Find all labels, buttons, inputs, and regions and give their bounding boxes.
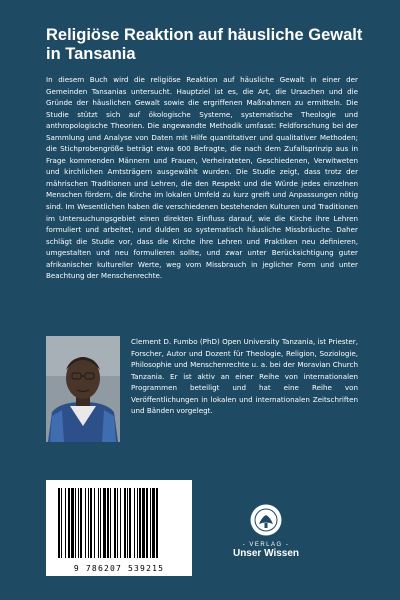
book-title: Religiöse Reaktion auf häusliche Gewalt in Tansania <box>46 26 363 63</box>
isbn-number: 9 786207 539215 <box>73 564 165 573</box>
barcode-bars <box>46 480 192 562</box>
author-portrait-image <box>46 336 120 442</box>
author-photo <box>46 336 120 442</box>
publisher-logo <box>224 503 308 563</box>
book-description: In diesem Buch wird die religiöse Reaktion auf häusliche Gewalt in einer der Gemeinden Tansanias untersucht. Hauptziel ist es, die Art, die Ursachen und die Gründe der häuslichen Gewalt sowie die ergriffenen Maßnahmen zu ermitteln. Die Studie stützt sich auf ökologische Systeme, systematische Theologie und anthropologische Theorien. Die angewandte Methodik umfasst: Feldforschung bei der Sammlung und Analyse von Daten mit Hilfe quantitativer und qualitativer Methoden; die Stichprobengröße beträgt etwa 600 Befragte, die nach dem Zufallsprinzip aus in Frage kommenden Männern und Frauen, Verheirateten, Geschiedenen, Verwitweten und kirchlichen Amtsträgern ausgewählt wurden. Die Studie zeigt, dass trotz der mährischen Traditionen und Lehren, die den Respekt und die Würde jedes einzelnen Menschen fördern, die Kirche im lokalen Umfeld zu kurz greift und Anpassungen nötig sind. Im Wesentlichen haben die verschiedenen bestehenden Kulturen und Traditionen im Untersuchungsgebiet einen direkten Einfluss darauf, wie die Kirche ihre Lehren formuliert und arbeitet, und dulden so systematisch häusliche Missbräuche. Daher schlägt die Studie vor, dass die Kirche ihre Lehren und Praktiken neu definieren, umgestalten und neu formulieren sollte, und zwar unter Berücksichtigung guter afrikanischer kultureller Werte, weg vom Missbrauch in jeglicher Form und unter Beachtung der Menschenrechte. <box>46 75 358 281</box>
author-bio: Clement D. Fumbo (PhD) Open University Tanzania, ist Priester, Forscher, Autor und Dozent für Theologie, Religion, Soziologie, Philosophie und Menschenrechte u. a. bei der Moravian Church Tanzania. Er ist aktiv an einer Reihe von internationalen Programmen beteiligt und hat eine Reihe von Veröffentlichungen in lokalen und internationalen Zeitschriften und Bänden vorgelegt. <box>131 337 358 416</box>
isbn-barcode <box>46 480 192 576</box>
publisher-verlag-label: - VERLAG - <box>242 542 290 548</box>
publisher-seal-icon <box>249 503 283 537</box>
publisher-name: Unser Wissen <box>232 548 300 559</box>
